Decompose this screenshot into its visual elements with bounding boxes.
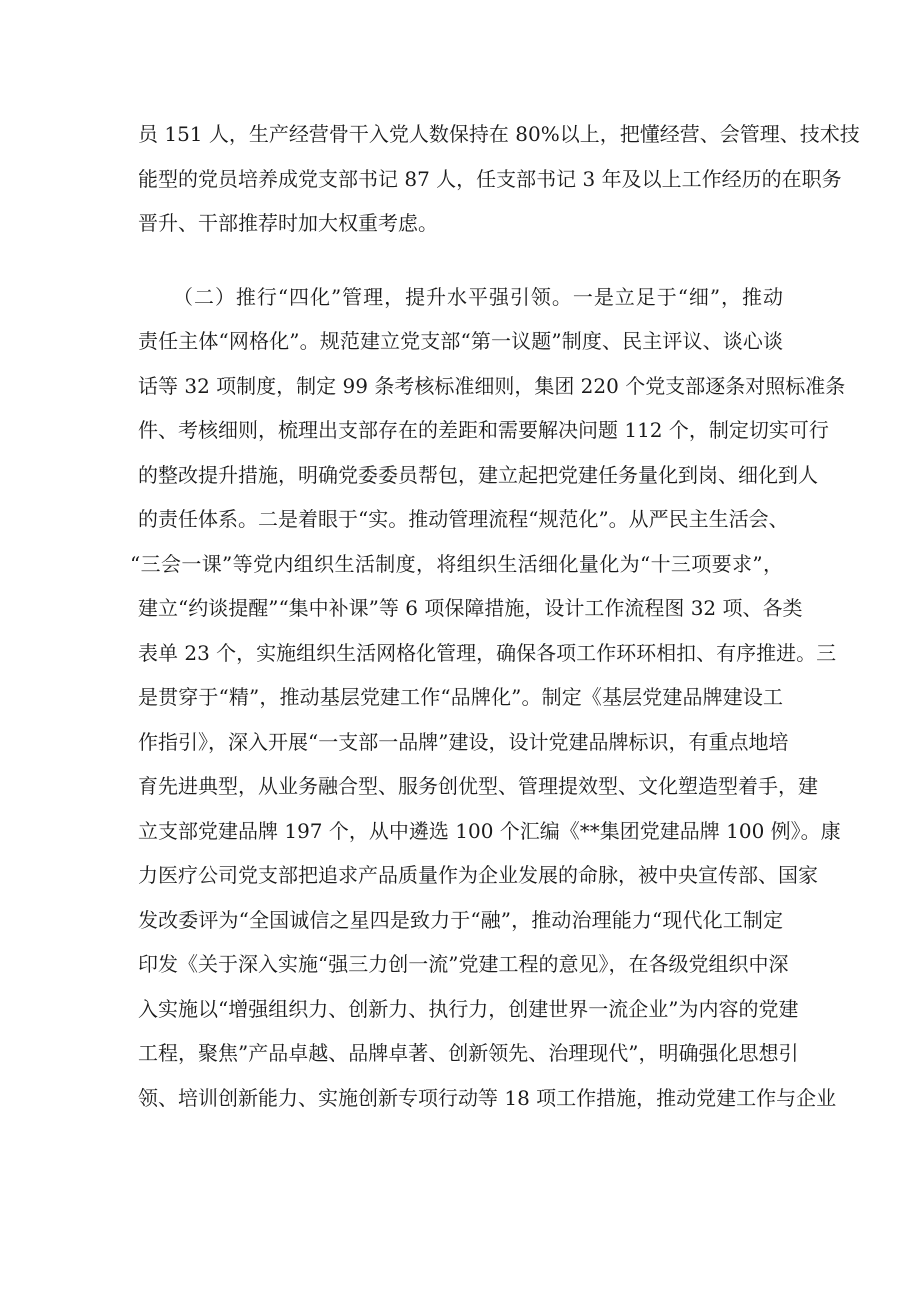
- text-line: [0, 203, 920, 243]
- text-line: [0, 677, 920, 717]
- text-line: [0, 159, 920, 199]
- text-line: [0, 722, 920, 762]
- line-text: 员 151 人，生产经营骨干入党人数保持在 80%以上，把懂经营、会管理、技术技: [138, 122, 860, 146]
- text-line: [0, 588, 920, 628]
- line-text: （二）推行“四化”管理，提升水平强引领。一是立足于“细”，推动: [173, 285, 783, 309]
- text-line: [0, 455, 920, 495]
- line-text: 育先进典型，从业务融合型、服务创优型、管理提效型、文化塑造型着手，建: [138, 774, 818, 798]
- text-line: [0, 633, 920, 673]
- line-text: 件、考核细则，梳理出支部存在的差距和需要解决问题 112 个，制定切实可行: [138, 418, 829, 442]
- line-text: 是贯穿于“精”，推动基层党建工作“品牌化”。制定《基层党建品牌建设工: [138, 685, 783, 709]
- line-text: 力医疗公司党支部把追求产品质量作为企业发展的命脉，被中央宣传部、国家: [138, 863, 818, 887]
- line-text: 建立“约谈提醒”“集中补课”等 6 项保障措施，设计工作流程图 32 项、各类: [138, 596, 803, 620]
- line-text: 的整改提升措施，明确党委委员帮包，建立起把党建任务量化到岗、细化到人: [138, 463, 818, 487]
- line-text: 话等 32 项制度，制定 99 条考核标准细则，集团 220 个党支部逐条对照标准条: [138, 374, 846, 398]
- text-line: [0, 1078, 920, 1118]
- text-line: [0, 944, 920, 984]
- line-text: 立支部党建品牌 197 个，从中遴选 100 个汇编《**集团党建品牌 100 例》。康: [138, 819, 841, 843]
- line-text: 印发《关于深入实施“强三力创一流”党建工程的意见》，在各级党组织中深: [138, 952, 789, 976]
- text-line: [0, 321, 920, 361]
- line-text: 表单 23 个，实施组织生活网格化管理，确保各项工作环环相扣、有序推进。三: [138, 641, 837, 665]
- text-line: [0, 499, 920, 539]
- text-line: [0, 766, 920, 806]
- text-line: [0, 366, 920, 406]
- line-text: 能型的党员培养成党支部书记 87 人，任支部书记 3 年及以上工作经历的在职务: [138, 167, 842, 191]
- line-text: 入实施以“增强组织力、创新力、执行力，创建世界一流企业”为内容的党建: [138, 997, 799, 1021]
- text-line: [0, 900, 920, 940]
- line-text: 晋升、干部推荐时加大权重考虑。: [138, 211, 438, 235]
- line-text: 领、培训创新能力、实施创新专项行动等 18 项工作措施，推动党建工作与企业: [138, 1086, 837, 1110]
- line-text: “三会一课”等党内组织生活制度，将组织生活细化量化为“十三项要求”，: [130, 552, 783, 576]
- text-line: [0, 811, 920, 851]
- text-line: [0, 114, 920, 154]
- line-text: 工程，聚焦”产品卓越、品牌卓著、创新领先、治理现代”，明确强化思想引: [138, 1041, 799, 1065]
- text-line: [0, 544, 920, 584]
- line-text: 责任主体“网格化”。规范建立党支部“第一议题”制度、民主评议、谈心谈: [138, 329, 783, 353]
- line-text: 作指引》，深入开展“一支部一品牌”建设，设计党建品牌标识，有重点地培: [138, 730, 789, 754]
- line-text: 的责任体系。二是着眼于“实。推动管理流程“规范化”。从严民主生活会、: [138, 507, 789, 531]
- text-line: [0, 277, 920, 317]
- text-line: [0, 410, 920, 450]
- text-line: [0, 1033, 920, 1073]
- text-line: [0, 855, 920, 895]
- line-text: 发改委评为“全国诚信之星四是致力于“融”，推动治理能力“现代化工制定: [138, 908, 783, 932]
- text-line: [0, 989, 920, 1029]
